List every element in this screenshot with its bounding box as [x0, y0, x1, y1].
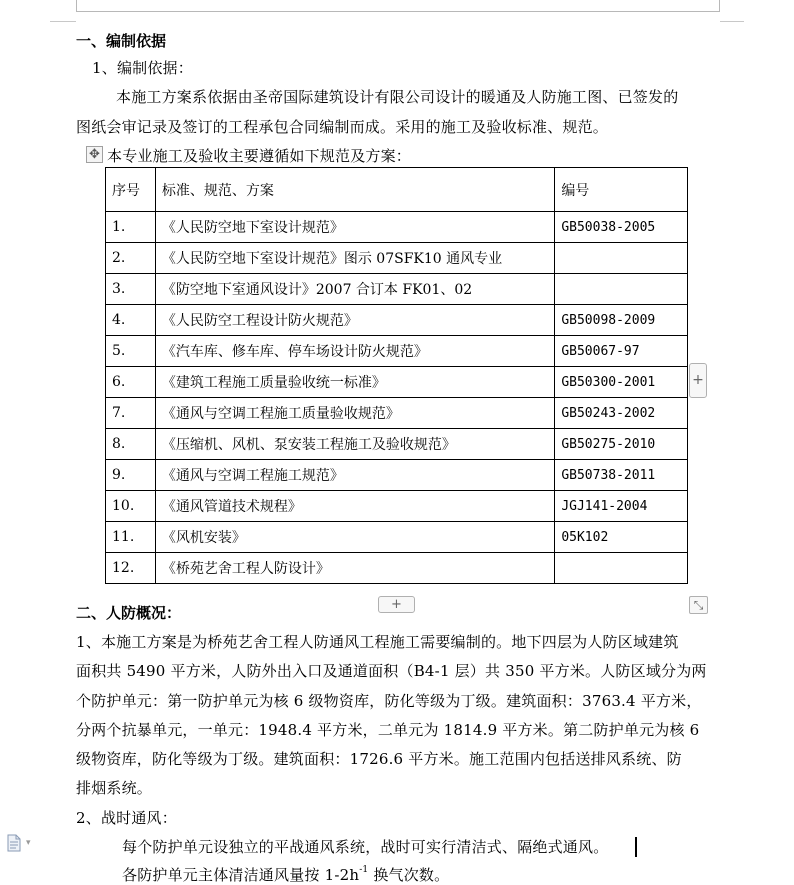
standard-code-cell[interactable]: GB50243-2002 — [555, 398, 688, 429]
table-row — [106, 212, 688, 243]
row-number-cell[interactable]: 1. — [106, 212, 156, 243]
margin-mark-left — [50, 21, 76, 22]
standard-name-cell[interactable]: 《防空地下室通风设计》2007 合订本 FK01、02 — [155, 274, 554, 305]
section1-para-line2: 图纸会审记录及签订的工程承包合同编制而成。采用的施工及验收标准、规范。 — [76, 118, 609, 136]
standard-code-cell[interactable]: GB50067-97 — [555, 336, 688, 367]
standard-code-cell[interactable]: GB50738-2011 — [555, 460, 688, 491]
standard-name-cell[interactable]: 《通风与空调工程施工质量验收规范》 — [155, 398, 554, 429]
table-row — [106, 553, 688, 584]
standard-name-cell[interactable]: 《桥苑艺舍工程人防设计》 — [155, 553, 554, 584]
standard-name-cell[interactable]: 《压缩机、风机、泵安装工程施工及验收规范》 — [155, 429, 554, 460]
text-cursor — [635, 837, 637, 857]
table-row — [106, 274, 688, 305]
section2-line1: 1、本施工方案是为桥苑艺舍工程人防通风工程施工需要编制的。地下四层为人防区域建筑 — [76, 633, 679, 651]
standard-code-cell[interactable]: GB50275-2010 — [555, 429, 688, 460]
table-row — [106, 243, 688, 274]
standard-code-cell[interactable]: GB50098-2009 — [555, 305, 688, 336]
row-number-cell[interactable]: 6. — [106, 367, 156, 398]
chevron-down-icon[interactable]: ▾ — [26, 838, 31, 848]
row-number-cell[interactable]: 5. — [106, 336, 156, 367]
row-number-cell[interactable]: 11. — [106, 522, 156, 553]
row-number-cell[interactable]: 7. — [106, 398, 156, 429]
table-row — [106, 398, 688, 429]
table-move-handle-icon[interactable]: ✥ — [86, 146, 103, 163]
section2-line4: 分两个抗暴单元，一单元：1948.4 平方米，二单元为 1814.9 平方米。第二防护单元为核 6 — [76, 721, 700, 739]
margin-mark-right — [720, 21, 744, 22]
standard-name-cell[interactable]: 《人民防空地下室设计规范》图示 07SFK10 通风专业 — [155, 243, 554, 274]
section2-line3: 个防护单元：第一防护单元为核 6 级物资库，防化等级为丁级。建筑面积：3763.4 平方米， — [76, 692, 702, 710]
section1-subheading: 1、编制依据： — [92, 59, 193, 77]
section1-heading: 一、编制依据 — [76, 32, 167, 50]
row-number-cell[interactable]: 8. — [106, 429, 156, 460]
document-icon[interactable] — [6, 834, 22, 852]
line2-part-a: 各防护单元主体清洁通风量按 1-2h — [122, 866, 360, 884]
table-row — [106, 429, 688, 460]
standard-name-cell[interactable]: 《通风管道技术规程》 — [155, 491, 554, 522]
table-row — [106, 305, 688, 336]
table-row — [106, 336, 688, 367]
add-row-button[interactable]: + — [378, 596, 415, 613]
page-edge-bottom — [76, 11, 720, 12]
table-header-cell[interactable]: 标准、规范、方案 — [155, 168, 554, 212]
table-row — [106, 522, 688, 553]
table-row — [106, 460, 688, 491]
table-row — [106, 491, 688, 522]
table-header-row — [106, 168, 688, 212]
standard-code-cell[interactable] — [555, 274, 688, 305]
table-header-cell[interactable]: 序号 — [106, 168, 156, 212]
standard-name-cell[interactable]: 《建筑工程施工质量验收统一标准》 — [155, 367, 554, 398]
section1-para-line1: 本施工方案系依据由圣帝国际建筑设计有限公司设计的暖通及人防施工图、已签发的 — [116, 88, 679, 106]
row-number-cell[interactable]: 2. — [106, 243, 156, 274]
row-number-cell[interactable]: 10. — [106, 491, 156, 522]
table-intro: 本专业施工及验收主要遵循如下规范及方案： — [107, 147, 412, 165]
section2-sub2-line1: 每个防护单元设独立的平战通风系统，战时可实行清洁式、隔绝式通风。 — [122, 838, 609, 856]
section2-sub2-line2 — [122, 865, 449, 885]
standard-code-cell[interactable] — [555, 243, 688, 274]
table-resize-icon[interactable]: ⤡ — [689, 596, 708, 614]
standard-code-cell[interactable] — [555, 553, 688, 584]
standard-name-cell[interactable]: 《通风与空调工程施工规范》 — [155, 460, 554, 491]
line2-part-b: 换气次数。 — [368, 866, 450, 884]
section2-line6: 排烟系统。 — [76, 779, 153, 797]
row-number-cell[interactable]: 9. — [106, 460, 156, 491]
standard-code-cell[interactable]: GB50300-2001 — [555, 367, 688, 398]
add-column-button[interactable]: + — [689, 363, 707, 398]
section2-sub2-heading: 2、战时通风： — [76, 809, 177, 827]
standards-table[interactable] — [105, 167, 688, 584]
section2-line5: 级物资库，防化等级为丁级。建筑面积：1726.6 平方米。施工范围内包括送排风系统、防 — [76, 750, 682, 768]
standard-code-cell[interactable]: JGJ141-2004 — [555, 491, 688, 522]
row-number-cell[interactable]: 3. — [106, 274, 156, 305]
standard-name-cell[interactable]: 《人民防空工程设计防火规范》 — [155, 305, 554, 336]
standard-name-cell[interactable]: 《人民防空地下室设计规范》 — [155, 212, 554, 243]
table-row — [106, 367, 688, 398]
standard-code-cell[interactable]: 05K102 — [555, 522, 688, 553]
table-header-cell[interactable]: 编号 — [555, 168, 688, 212]
row-number-cell[interactable]: 12. — [106, 553, 156, 584]
standard-name-cell[interactable]: 《风机安装》 — [155, 522, 554, 553]
row-number-cell[interactable]: 4. — [106, 305, 156, 336]
section2-heading: 二、人防概况： — [76, 604, 182, 622]
section2-line2: 面积共 5490 平方米，人防外出入口及通道面积（B4-1 层）共 350 平方米。人防区域分为两 — [76, 662, 707, 680]
superscript: -1 — [359, 865, 369, 875]
standard-name-cell[interactable]: 《汽车库、修车库、停车场设计防火规范》 — [155, 336, 554, 367]
standard-code-cell[interactable]: GB50038-2005 — [555, 212, 688, 243]
